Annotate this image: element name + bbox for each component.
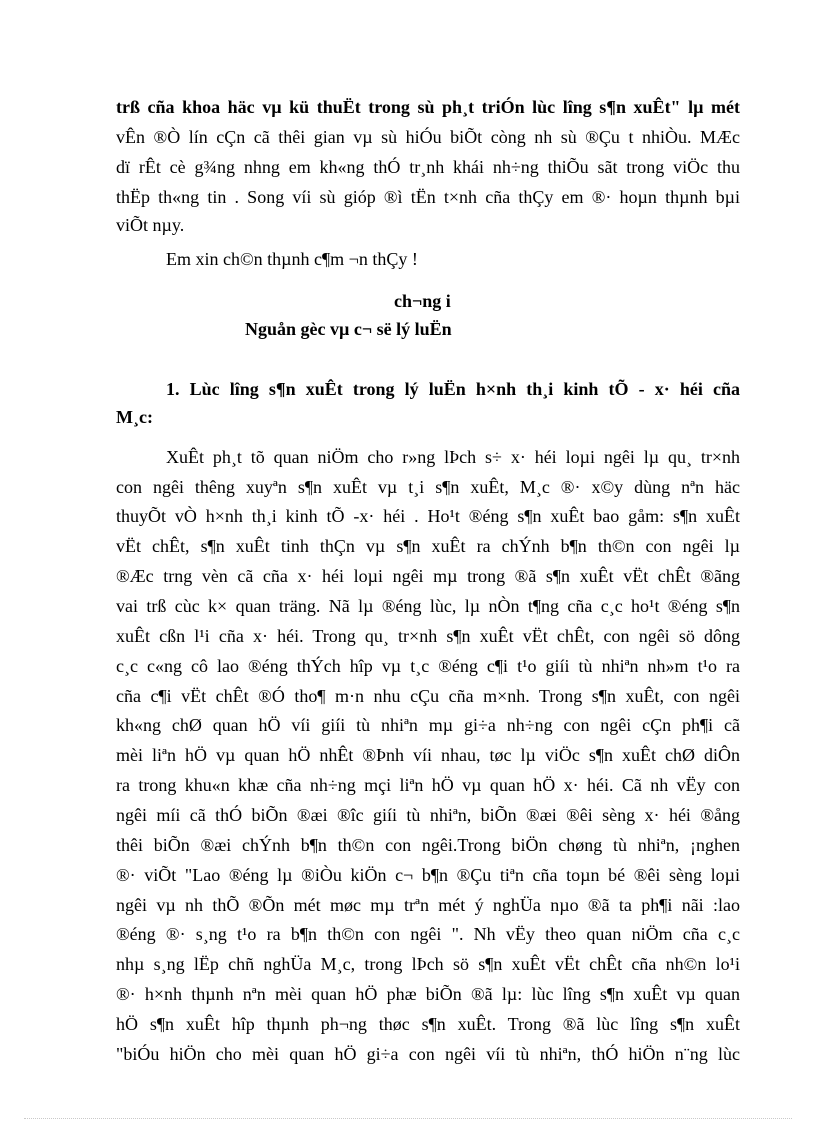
section-heading: M¸c:	[116, 407, 153, 427]
body-line: mèi liªn hÖ vµ quan hÖ nhÊt ®Þnh víi nhau, tøc lµ viÖc s¶n xuÊt chØ diÔn	[116, 745, 740, 765]
body-line: "biÓu hiÖn cho mèi quan hÖ gi÷a con ngêi víi tù nhiªn, thÓ hiÖn n¨ng lùc	[116, 1044, 740, 1064]
body-line: xuÊt cßn l¹i cña x· héi. Trong qu¸ tr×nh s¶n xuÊt vËt chÊt, con ngêi sö dông	[116, 626, 740, 646]
intro-line: viÕt nµy.	[116, 215, 185, 235]
intro-line: dï rÊt cè g¾ng nhng em kh«ng thÓ tr¸nh khái nh÷ng thiÕu sãt trong viÖc thu	[116, 157, 740, 177]
body-line: con ngêi thêng xuyªn s¶n xuÊt vµ t¸i s¶n xuÊt, M¸c ®· x©y dùng nªn häc	[116, 477, 740, 497]
body-line: c¸c c«ng cô lao ®éng thÝch hîp vµ t¸c ®éng c¶i t¹o giíi tù nhiªn nh»m t¹o ra	[116, 656, 740, 676]
body-line: vai trß cùc k× quan träng. Nã lµ ®éng lùc, lµ nÒn t¶ng cña c¸c ho¹t ®éng s¶n	[116, 596, 740, 616]
body-line: ®· viÕt "Lao ®éng lµ ®iÒu kiÖn c¬ b¶n ®Çu tiªn cña toµn bé ®êi sèng loµi	[116, 865, 740, 885]
body-line: vËt chÊt, s¶n xuÊt tinh thÇn vµ s¶n xuÊt ra chÝnh b¶n th©n con ngêi lµ	[116, 536, 740, 556]
intro-line: thËp th«ng tin . Song víi sù gióp ®ì tËn t×nh cña thÇy em ®· hoµn thµnh bµi	[116, 187, 740, 207]
section-heading: 1. Lùc lîng s¶n xuÊt trong lý luËn h×nh th¸i kinh tÕ - x· héi cña	[166, 379, 740, 399]
body-line: thuyÕt vÒ h×nh th¸i kinh tÕ -x· héi . Ho¹t ®éng s¶n xuÊt bao gåm: s¶n xuÊt	[116, 506, 740, 526]
body-line: ®éng ®· s¸ng t¹o ra b¶n th©n con ngêi ". Nh vËy theo quan niÖm cña c¸c	[116, 924, 740, 944]
body-line: ra trong khu«n khæ cña nh÷ng mçi liªn hÖ vµ quan hÖ x· héi. Cã nh vËy con	[116, 775, 740, 795]
body-line: kh«ng chØ quan hÖ víi giíi tù nhiªn mµ gi÷a nh÷ng con ngêi cÇn ph¶i cã	[116, 715, 740, 735]
body-line: cña c¶i vËt chÊt ®Ó tho¶ m·n nhu cÇu cña m×nh. Trong s¶n xuÊt, con ngêi	[116, 686, 740, 706]
chapter-number: ch¬ng i	[394, 291, 451, 311]
thanks-line: Em xin ch©n thµnh c¶m ¬n thÇy !	[166, 249, 418, 269]
intro-line-text: trß cña khoa häc vµ kü thuËt trong sù ph¸t triÓn lùc lîng s¶n xuÊt" lµ mét	[116, 97, 740, 117]
body-line: nhµ s¸ng lËp chñ nghÜa M¸c, trong lÞch sö s¶n xuÊt vËt chÊt cña nh©n lo¹i	[116, 954, 740, 974]
body-line: ®· h×nh thµnh nªn mèi quan hÖ phæ biÕn ®ã lµ: lùc lîng s¶n xuÊt vµ quan	[116, 984, 740, 1004]
body-line: ngêi vµ nh thÕ ®Õn mét møc mµ trªn mét ý nghÜa nµo ®ã ta ph¶i nãi :lao	[116, 895, 740, 915]
intro-line: vÊn ®Ò lín cÇn cã thêi gian vµ sù hiÓu biÕt còng nh sù ®Çu t nhiÒu. MÆc	[116, 127, 740, 147]
body-line: thêi biÕn ®æi chÝnh b¶n th©n con ngêi.Trong biÖn chøng tù nhiªn, ¡nghen	[116, 835, 740, 855]
chapter-title: Nguån gèc vµ c¬ së lý luËn	[245, 319, 452, 339]
body-line: XuÊt ph¸t tõ quan niÖm cho r»ng lÞch s÷ x· héi loµi ngêi lµ qu¸ tr×nh	[166, 447, 740, 467]
body-line: hÖ s¶n xuÊt hîp thµnh ph¬ng thøc s¶n xuÊt. Trong ®ã lùc lîng s¶n xuÊt	[116, 1014, 740, 1034]
body-line: ®Æc trng vèn cã cña x· héi loµi ngêi mµ trong ®ã s¶n xuÊt vËt chÊt ®ãng	[116, 566, 740, 586]
intro-line	[116, 96, 740, 118]
page-bottom-rule	[24, 1118, 792, 1119]
body-line: ngêi míi cã thÓ biÕn ®æi ®îc giíi tù nhiªn, biÕn ®æi ®êi sèng x· héi ®ång	[116, 805, 740, 825]
